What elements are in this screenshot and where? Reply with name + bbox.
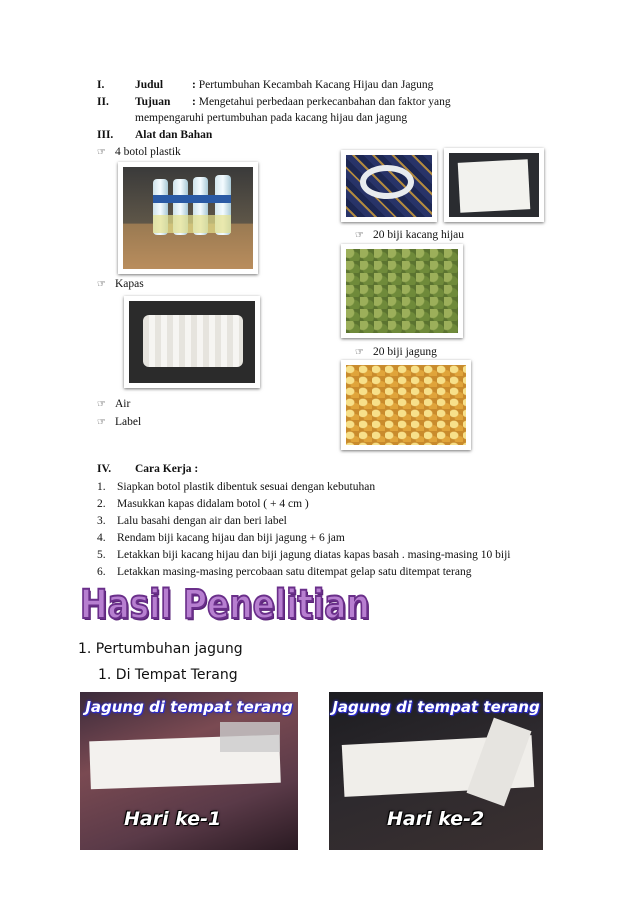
- material-item-water: ☞ Air: [97, 396, 130, 413]
- tape-photo: [341, 150, 437, 222]
- photo-caption-top: Jagung di tempat terang: [85, 698, 293, 716]
- result-photo-day1: [80, 692, 298, 850]
- pointing-hand-icon: ☞: [97, 147, 106, 158]
- bottles-photo: [118, 162, 258, 274]
- pointing-hand-icon: ☞: [355, 230, 364, 241]
- material-item-mung: ☞ 20 biji kacang hijau: [355, 227, 464, 244]
- mung-bean-photo: [341, 244, 463, 338]
- list-item: 2. Masukkan kapas didalam botol ( + 4 cm ): [97, 498, 309, 510]
- section-number: I.: [97, 79, 105, 91]
- material-item-corn: ☞ 20 biji jagung: [355, 344, 437, 361]
- tujuan-label: Tujuan: [135, 96, 171, 108]
- list-item: 3. Lalu basahi dengan air dan beri label: [97, 515, 287, 527]
- result-heading: 1. Pertumbuhan jagung: [78, 641, 243, 657]
- photo-caption-bottom: Hari ke-2: [387, 808, 485, 830]
- photo-caption-top: Jagung di tempat terang: [332, 698, 540, 716]
- material-item-bottles: ☞ 4 botol plastik: [97, 144, 181, 161]
- judul-value: : Pertumbuhan Kecambah Kacang Hijau dan Jagung: [192, 79, 434, 91]
- pointing-hand-icon: ☞: [97, 399, 106, 410]
- material-item-label: ☞ Label: [97, 414, 141, 431]
- tujuan-value: : Mengetahui perbedaan perkecanbahan dan faktor yang: [192, 96, 451, 108]
- corn-kernel-photo: [341, 360, 471, 450]
- list-item: 4. Rendam biji kacang hijau dan biji jagung + 6 jam: [97, 532, 345, 544]
- pointing-hand-icon: ☞: [97, 279, 106, 290]
- tujuan-value-line2: mempengaruhi pertumbuhan pada kacang hijau dan jagung: [135, 112, 408, 124]
- alat-bahan-heading: Alat dan Bahan: [135, 129, 213, 141]
- list-item: 6. Letakkan masing-masing percobaan satu ditempat gelap satu ditempat terang: [97, 566, 472, 578]
- label-paper-photo: [444, 148, 544, 222]
- pointing-hand-icon: ☞: [355, 347, 364, 358]
- material-item-cotton: ☞ Kapas: [97, 276, 144, 293]
- cotton-photo: [124, 296, 260, 388]
- hasil-penelitian-title: Hasil Penelitian: [80, 582, 370, 628]
- result-subheading: 1. Di Tempat Terang: [98, 667, 238, 683]
- list-item: 5. Letakkan biji kacang hijau dan biji jagung diatas kapas basah . masing-masing 10 biji: [97, 549, 511, 561]
- section-number: II.: [97, 96, 109, 108]
- judul-label: Judul: [135, 79, 164, 91]
- pointing-hand-icon: ☞: [97, 417, 106, 428]
- result-photo-day2: [329, 692, 543, 850]
- section-judul: [97, 77, 104, 93]
- step-list: [97, 479, 510, 581]
- cara-kerja-heading: Cara Kerja :: [135, 463, 199, 475]
- section-number: IV.: [97, 463, 112, 475]
- photo-caption-bottom: Hari ke-1: [124, 808, 222, 830]
- section-number: III.: [97, 129, 114, 141]
- list-item: 1. Siapkan botol plastik dibentuk sesuai dengan kebutuhan: [97, 481, 376, 493]
